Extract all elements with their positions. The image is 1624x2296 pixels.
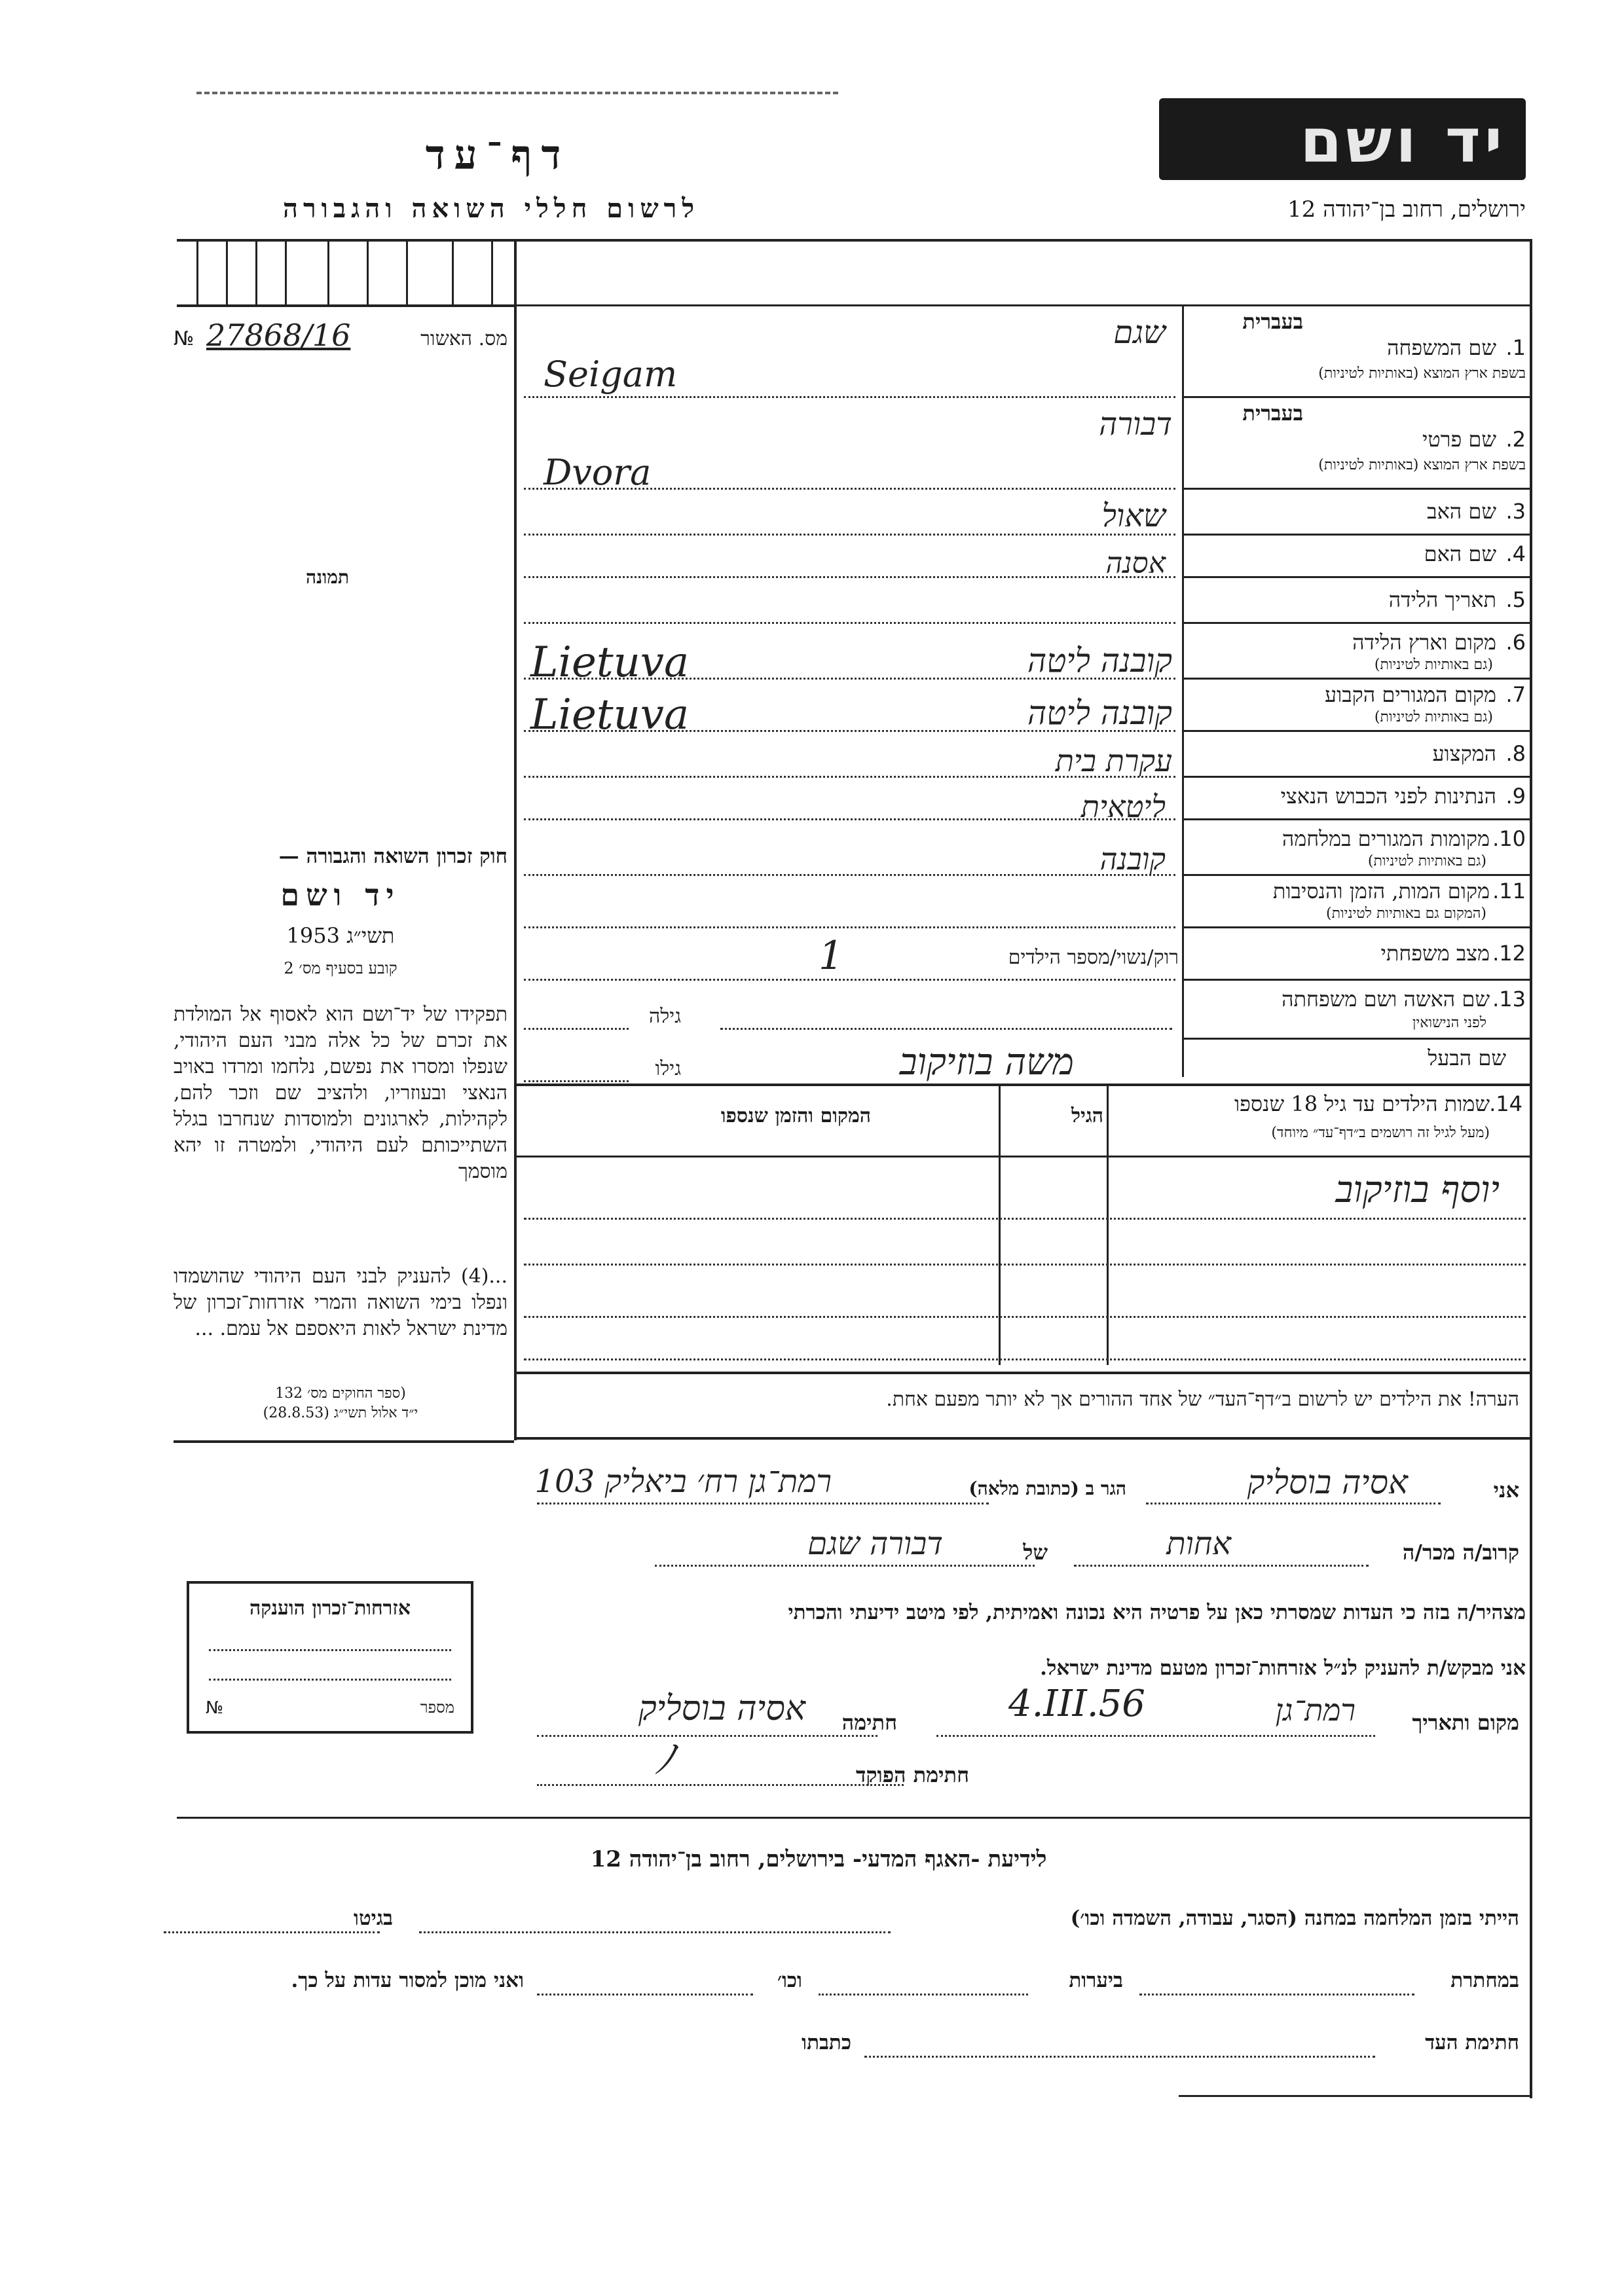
children-header-bottom xyxy=(514,1156,1532,1157)
field-4-label: שם האם xyxy=(1424,541,1496,566)
header-address: ירושלים, רחוב בן־יהודה 12 xyxy=(1287,196,1526,223)
field-1-latin-value: Seigam xyxy=(544,354,678,395)
field-14-label: שמות הילדים עד גיל 18 שנספו xyxy=(1234,1091,1490,1116)
value-line xyxy=(864,2056,1375,2058)
field-6-label: מקום וארץ הלידה xyxy=(1352,630,1496,655)
field-7-label: מקום המגורים הקבוע xyxy=(1324,682,1496,707)
note-top xyxy=(514,1372,1532,1374)
photo-label: תמונה xyxy=(305,566,350,588)
field-6-latin-value: Lietuva xyxy=(530,638,690,687)
stub-col xyxy=(226,239,228,304)
value-line xyxy=(524,534,1175,536)
officer-signature-mark: ﾉ xyxy=(655,1737,674,1783)
field-5-label: תאריך הלידה xyxy=(1388,587,1496,612)
citizenship-number-label: מספר xyxy=(420,1698,454,1717)
frame-stub-bottom xyxy=(177,304,514,307)
hebrew-label-2: בעברית xyxy=(1242,401,1303,426)
field-1-sub: בשפת ארץ המוצא (באותיות לטיניות) xyxy=(1318,365,1526,382)
row-line xyxy=(1182,874,1532,876)
declaration-lives-label: הגר ב (כתובת מלאה) xyxy=(969,1478,1126,1499)
field-11-number: 11. xyxy=(1492,879,1526,903)
children-table-top xyxy=(514,1084,1532,1086)
value-line xyxy=(537,1735,877,1737)
row-line xyxy=(1182,818,1532,820)
hebrew-label-1: בעברית xyxy=(1242,309,1303,334)
children-row-line xyxy=(524,1358,1526,1360)
field-3-label: שם האב xyxy=(1427,499,1496,524)
footer-title: לידיעת -האגף המדעי- בירושלים, רחוב בן־יהודה 12 xyxy=(590,1846,1047,1872)
value-line xyxy=(524,1028,629,1030)
stub-col xyxy=(406,239,408,304)
page-subtitle: לרשום חללי השואה והגבורה xyxy=(282,193,700,224)
value-line xyxy=(524,576,1175,578)
declaration-statement: מצהיר/ה בזה כי העדות שמסרתי כאן על פרטיה היא נכונה ואמיתית, לפי מיטב ידיעתי והכרתי xyxy=(788,1601,1526,1624)
law-reference-date: י״ד אלול תשי״ג (28.8.53) xyxy=(263,1405,418,1421)
field-2-label: שם פרטי xyxy=(1422,427,1496,452)
label-col-divider xyxy=(1182,304,1184,1077)
value-line xyxy=(524,622,1175,624)
citizenship-box-title: אזרחות־זכרון הוענקה xyxy=(249,1597,411,1620)
field-12-options: רוק/נשוי/מספר הילדים xyxy=(1008,946,1179,969)
value-line xyxy=(655,1565,1035,1567)
place-date-label: מקום ותאריך xyxy=(1412,1710,1519,1735)
law-reference: (ספר החוקים מס׳ 132 xyxy=(275,1385,406,1402)
law-year: תשי״ג 1953 xyxy=(286,923,395,948)
field-1-number: 1. xyxy=(1505,335,1526,360)
field-9-number: 9. xyxy=(1505,784,1526,809)
row-line xyxy=(1182,1038,1532,1040)
place-value: רמת־גן xyxy=(1275,1692,1356,1728)
declaration-lives-value: רמת־גן רח׳ ביאליק 103 xyxy=(534,1463,832,1500)
footer-witness-signature: חתימת העד xyxy=(1425,2031,1519,2054)
law-text: תפקידו של יד־ושם הוא לאסוף אל המולדת את זכרם של כל אלה מבני העם היהודי, שנפלו ומסרו את נפשם, נלחמו ומרדו באויב הנאצי ובעוזריו, ולהציב שם וזכר להם, לקהילות, לארגונים ולמוסדות שנחרבו בגלל השתייכותם לעם היהודי, ולמטרה זו יהא מוסמך xyxy=(174,1003,507,1183)
row-line xyxy=(1182,622,1532,624)
field-8-label: המקצוע xyxy=(1432,741,1496,766)
footer-forests: ביערות xyxy=(1069,1969,1123,1992)
footer-etc: וכו׳ xyxy=(777,1969,802,1992)
footer-bottom xyxy=(1179,2095,1532,2097)
field-1-label: שם המשפחה xyxy=(1387,335,1496,360)
footer-top xyxy=(177,1817,1532,1819)
row-line xyxy=(1182,678,1532,680)
field-4-value: אסנה xyxy=(1105,547,1166,580)
relative-label: קרוב/ה מכר/ה xyxy=(1402,1540,1519,1565)
value-line xyxy=(1146,1503,1441,1504)
field-12-number: 12. xyxy=(1492,941,1526,966)
field-7-number: 7. xyxy=(1505,682,1526,707)
field-10-value: קובנה xyxy=(1099,841,1166,877)
field-12-value: 1 xyxy=(819,933,844,979)
field-13-age-label: גילה xyxy=(648,1005,681,1028)
row-line xyxy=(1182,776,1532,778)
field-7-hebrew-value: קובנה ליטה xyxy=(1027,694,1172,732)
citizenship-number-sign: № xyxy=(206,1698,224,1718)
footer-address: כתבתו xyxy=(802,2031,851,2054)
declaration-i-label: אני xyxy=(1493,1478,1519,1503)
left-panel-rule xyxy=(174,1440,514,1443)
row-line xyxy=(1182,576,1532,578)
value-line xyxy=(537,1503,989,1504)
children-col-place: המקום והזמן שנספו xyxy=(720,1104,871,1127)
children-row-line xyxy=(524,1218,1526,1220)
frame-main-left xyxy=(514,239,517,1440)
field-8-number: 8. xyxy=(1505,741,1526,766)
children-row-line xyxy=(524,1264,1526,1266)
field-10-number: 10. xyxy=(1492,826,1526,851)
value-line xyxy=(524,1080,629,1082)
signature-value: אסיה בוסליק xyxy=(638,1689,805,1728)
husband-value: משה בוזיקוב xyxy=(899,1041,1074,1084)
value-line xyxy=(1074,1565,1369,1567)
footer-line1: הייתי בזמן המלחמה במחנה (הסגר, עבודה, השמדה וכו׳) xyxy=(1070,1906,1519,1930)
field-13-label: שם האשה ושם משפחתה xyxy=(1282,987,1490,1011)
husband-age-label: גילו xyxy=(655,1057,681,1080)
frame-main-top xyxy=(514,304,1532,306)
field-9-label: הנתינות לפני הכבוש הנאצי xyxy=(1280,784,1496,809)
field-2-hebrew-value: דבורה xyxy=(1099,406,1172,443)
citizenship-box xyxy=(187,1581,473,1734)
children-col-age: הגיל xyxy=(1071,1104,1103,1127)
value-line xyxy=(419,1931,891,1933)
value-line xyxy=(524,926,1175,928)
yad-vashem-logo xyxy=(1159,98,1526,180)
of-value: דבורה שגם xyxy=(807,1525,943,1562)
note-bottom xyxy=(514,1437,1532,1440)
field-6-hebrew-value: קובנה ליטה xyxy=(1027,642,1172,680)
declaration-request: אני מבקש/ת להעניק לנ״ל אזרחות־זכרון מטעם מדינת ישראל. xyxy=(1040,1656,1526,1680)
stub-col xyxy=(196,239,198,304)
value-line xyxy=(524,874,1175,876)
value-line xyxy=(537,1994,753,1995)
signature-label: חתימה xyxy=(841,1710,897,1735)
field-2-latin-value: Dvora xyxy=(544,452,652,493)
value-line xyxy=(164,1931,380,1933)
field-2-number: 2. xyxy=(1505,427,1526,452)
field-11-label: מקום המות, הזמן והנסיבות xyxy=(1272,879,1490,903)
law-clause: ...(4) להעניק לבני העם היהודי שהושמדו ונפלו בימי השואה והמרי אזרחות־זכרון של מדינת ישראל לאות היאספם אל עמם. ... xyxy=(174,1265,507,1340)
child-1-name: יוסף בוזיקוב xyxy=(1335,1169,1500,1211)
approval-number-sign: № xyxy=(174,327,194,350)
field-9-value: ליטאית xyxy=(1080,789,1166,824)
footer-ready: ואני מוכן למסור עדות על כך. xyxy=(291,1969,524,1992)
note-text: הערה! את הילדים יש לרשום ב״דף־העד״ של אחד ההורים אך לא יותר מפעם אחת. xyxy=(886,1388,1519,1411)
children-row-line xyxy=(524,1316,1526,1318)
value-line xyxy=(720,1028,1172,1030)
field-13-number: 13. xyxy=(1492,987,1526,1011)
header-top-rule xyxy=(196,92,838,100)
citizenship-box-line xyxy=(209,1679,451,1681)
stub-col xyxy=(367,239,369,304)
value-line xyxy=(1139,1994,1414,1995)
field-7-latin-value: Lietuva xyxy=(530,691,690,739)
row-line xyxy=(1182,730,1532,732)
stub-col xyxy=(327,239,329,304)
footer-underground: במחתרת xyxy=(1450,1969,1519,1992)
field-11-sub: (המקום גם באותיות לטיניות) xyxy=(1326,905,1486,922)
husband-label: שם הבעל xyxy=(1428,1046,1506,1070)
logo-text: יד ושם xyxy=(1300,106,1506,176)
law-title: חוק זכרון השואה והגבורה — xyxy=(278,845,507,868)
value-line xyxy=(819,1994,1028,1995)
field-14-sub: (מעל לגיל זה רושמים ב״דף־עד״ מיוחד) xyxy=(1271,1125,1490,1141)
field-3-value: שאול xyxy=(1101,498,1166,534)
field-7-sub: (גם באותיות לטיניות) xyxy=(1374,709,1493,725)
field-13-sub: לפני הנישואין xyxy=(1412,1015,1486,1031)
page-title: דף־עד xyxy=(425,131,570,179)
field-10-sub: (גם באותיות לטיניות) xyxy=(1367,853,1486,869)
value-line xyxy=(524,979,1175,981)
field-10-label: מקומות המגורים במלחמה xyxy=(1282,826,1490,851)
citizenship-box-line xyxy=(209,1649,451,1651)
row-line xyxy=(1182,979,1532,981)
value-line xyxy=(936,1735,1375,1737)
relative-value: אחות xyxy=(1166,1525,1231,1562)
field-6-number: 6. xyxy=(1505,630,1526,655)
date-value: 4.III.56 xyxy=(1008,1683,1145,1725)
stub-col xyxy=(491,239,493,304)
frame-right xyxy=(1530,239,1532,2098)
row-line xyxy=(1182,534,1532,536)
row-line xyxy=(1182,926,1532,928)
field-2-sub: בשפת ארץ המוצא (באותיות לטיניות) xyxy=(1318,457,1526,473)
value-line xyxy=(524,818,1175,820)
approval-number-value: 27868/16 xyxy=(206,318,351,353)
stub-col xyxy=(285,239,287,304)
approval-number xyxy=(174,318,507,357)
of-label: של xyxy=(1023,1540,1048,1565)
approval-number-label: מס. האשור xyxy=(420,327,507,350)
field-14-number: 14. xyxy=(1489,1091,1522,1116)
footer-ghetto: בגיטו xyxy=(354,1906,393,1930)
stub-col xyxy=(255,239,257,304)
row-line xyxy=(1182,488,1532,490)
declaration-i-value: אסיה בוסליק xyxy=(1247,1463,1408,1501)
children-col-1 xyxy=(1107,1084,1109,1365)
stub-col xyxy=(452,239,454,304)
law-section: קובע בסעיף מס׳ 2 xyxy=(284,959,397,977)
field-4-number: 4. xyxy=(1505,541,1526,566)
field-5-number: 5. xyxy=(1505,587,1526,612)
value-line xyxy=(537,1784,904,1786)
field-8-value: עקרת בית xyxy=(1055,743,1172,778)
row-line xyxy=(1182,396,1532,398)
field-3-number: 3. xyxy=(1505,499,1526,524)
field-12-label: מצב משפחתי xyxy=(1380,941,1490,966)
field-1-hebrew-value: שגם xyxy=(1113,314,1166,351)
value-line xyxy=(524,396,1175,398)
frame-top xyxy=(177,239,1532,242)
field-6-sub: (גם באותיות לטיניות) xyxy=(1374,657,1493,673)
law-name: יד ושם xyxy=(280,877,401,913)
officer-signature-label: חתימת הפוקד xyxy=(856,1762,969,1787)
children-col-2 xyxy=(999,1084,1001,1365)
